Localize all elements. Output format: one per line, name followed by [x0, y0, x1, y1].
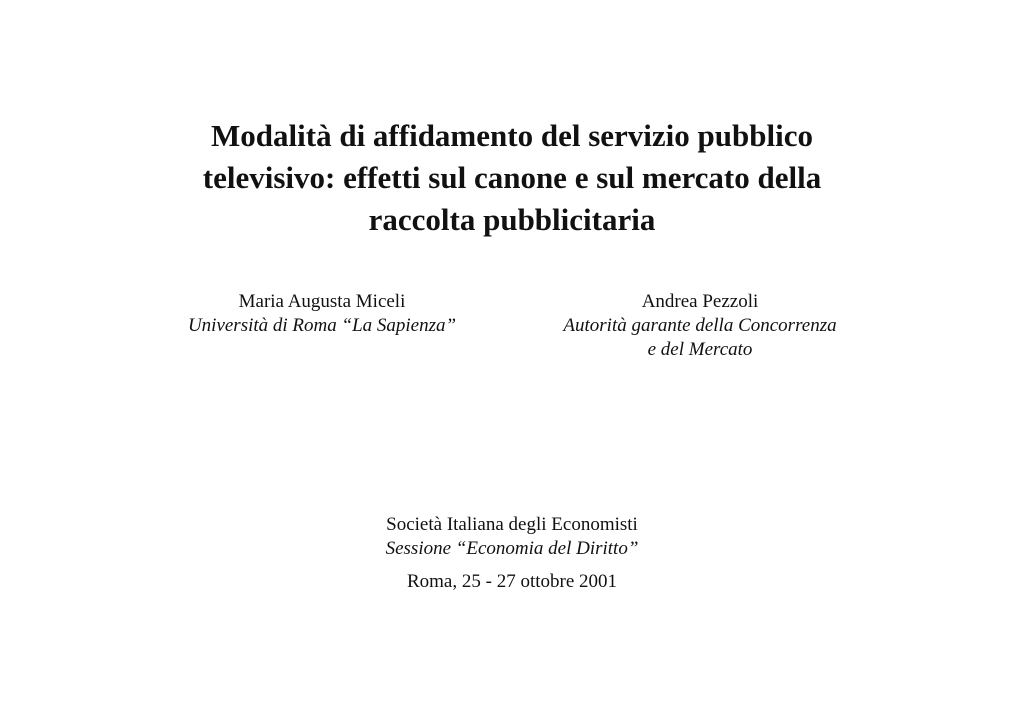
paper-title-line-1: Modalità di affidamento del servizio pubblico [211, 118, 813, 153]
paper-title [112, 115, 912, 241]
author-affiliation-line-2: e del Mercato [647, 339, 753, 360]
author-name: Maria Augusta Miceli [238, 291, 406, 312]
author-affiliation-line-1: Autorità garante della Concorrenza [563, 315, 837, 336]
conference-place-date: Roma, 25 - 27 ottobre 2001 [406, 571, 618, 592]
paper-title-line-3: raccolta pubblicitaria [368, 202, 656, 237]
paper-title-line-2: televisivo: effetti sul canone e sul mercato della [202, 160, 822, 195]
author-affiliation: Università di Roma “La Sapienza” [187, 315, 457, 336]
conference-session: Sessione “Economia del Diritto” [385, 538, 639, 559]
conference-info [312, 513, 712, 561]
author-name: Andrea Pezzoli [641, 291, 759, 312]
author-block-miceli [152, 290, 492, 338]
author-block-pezzoli [525, 290, 875, 362]
conference-organization: Società Italiana degli Economisti [386, 514, 638, 535]
